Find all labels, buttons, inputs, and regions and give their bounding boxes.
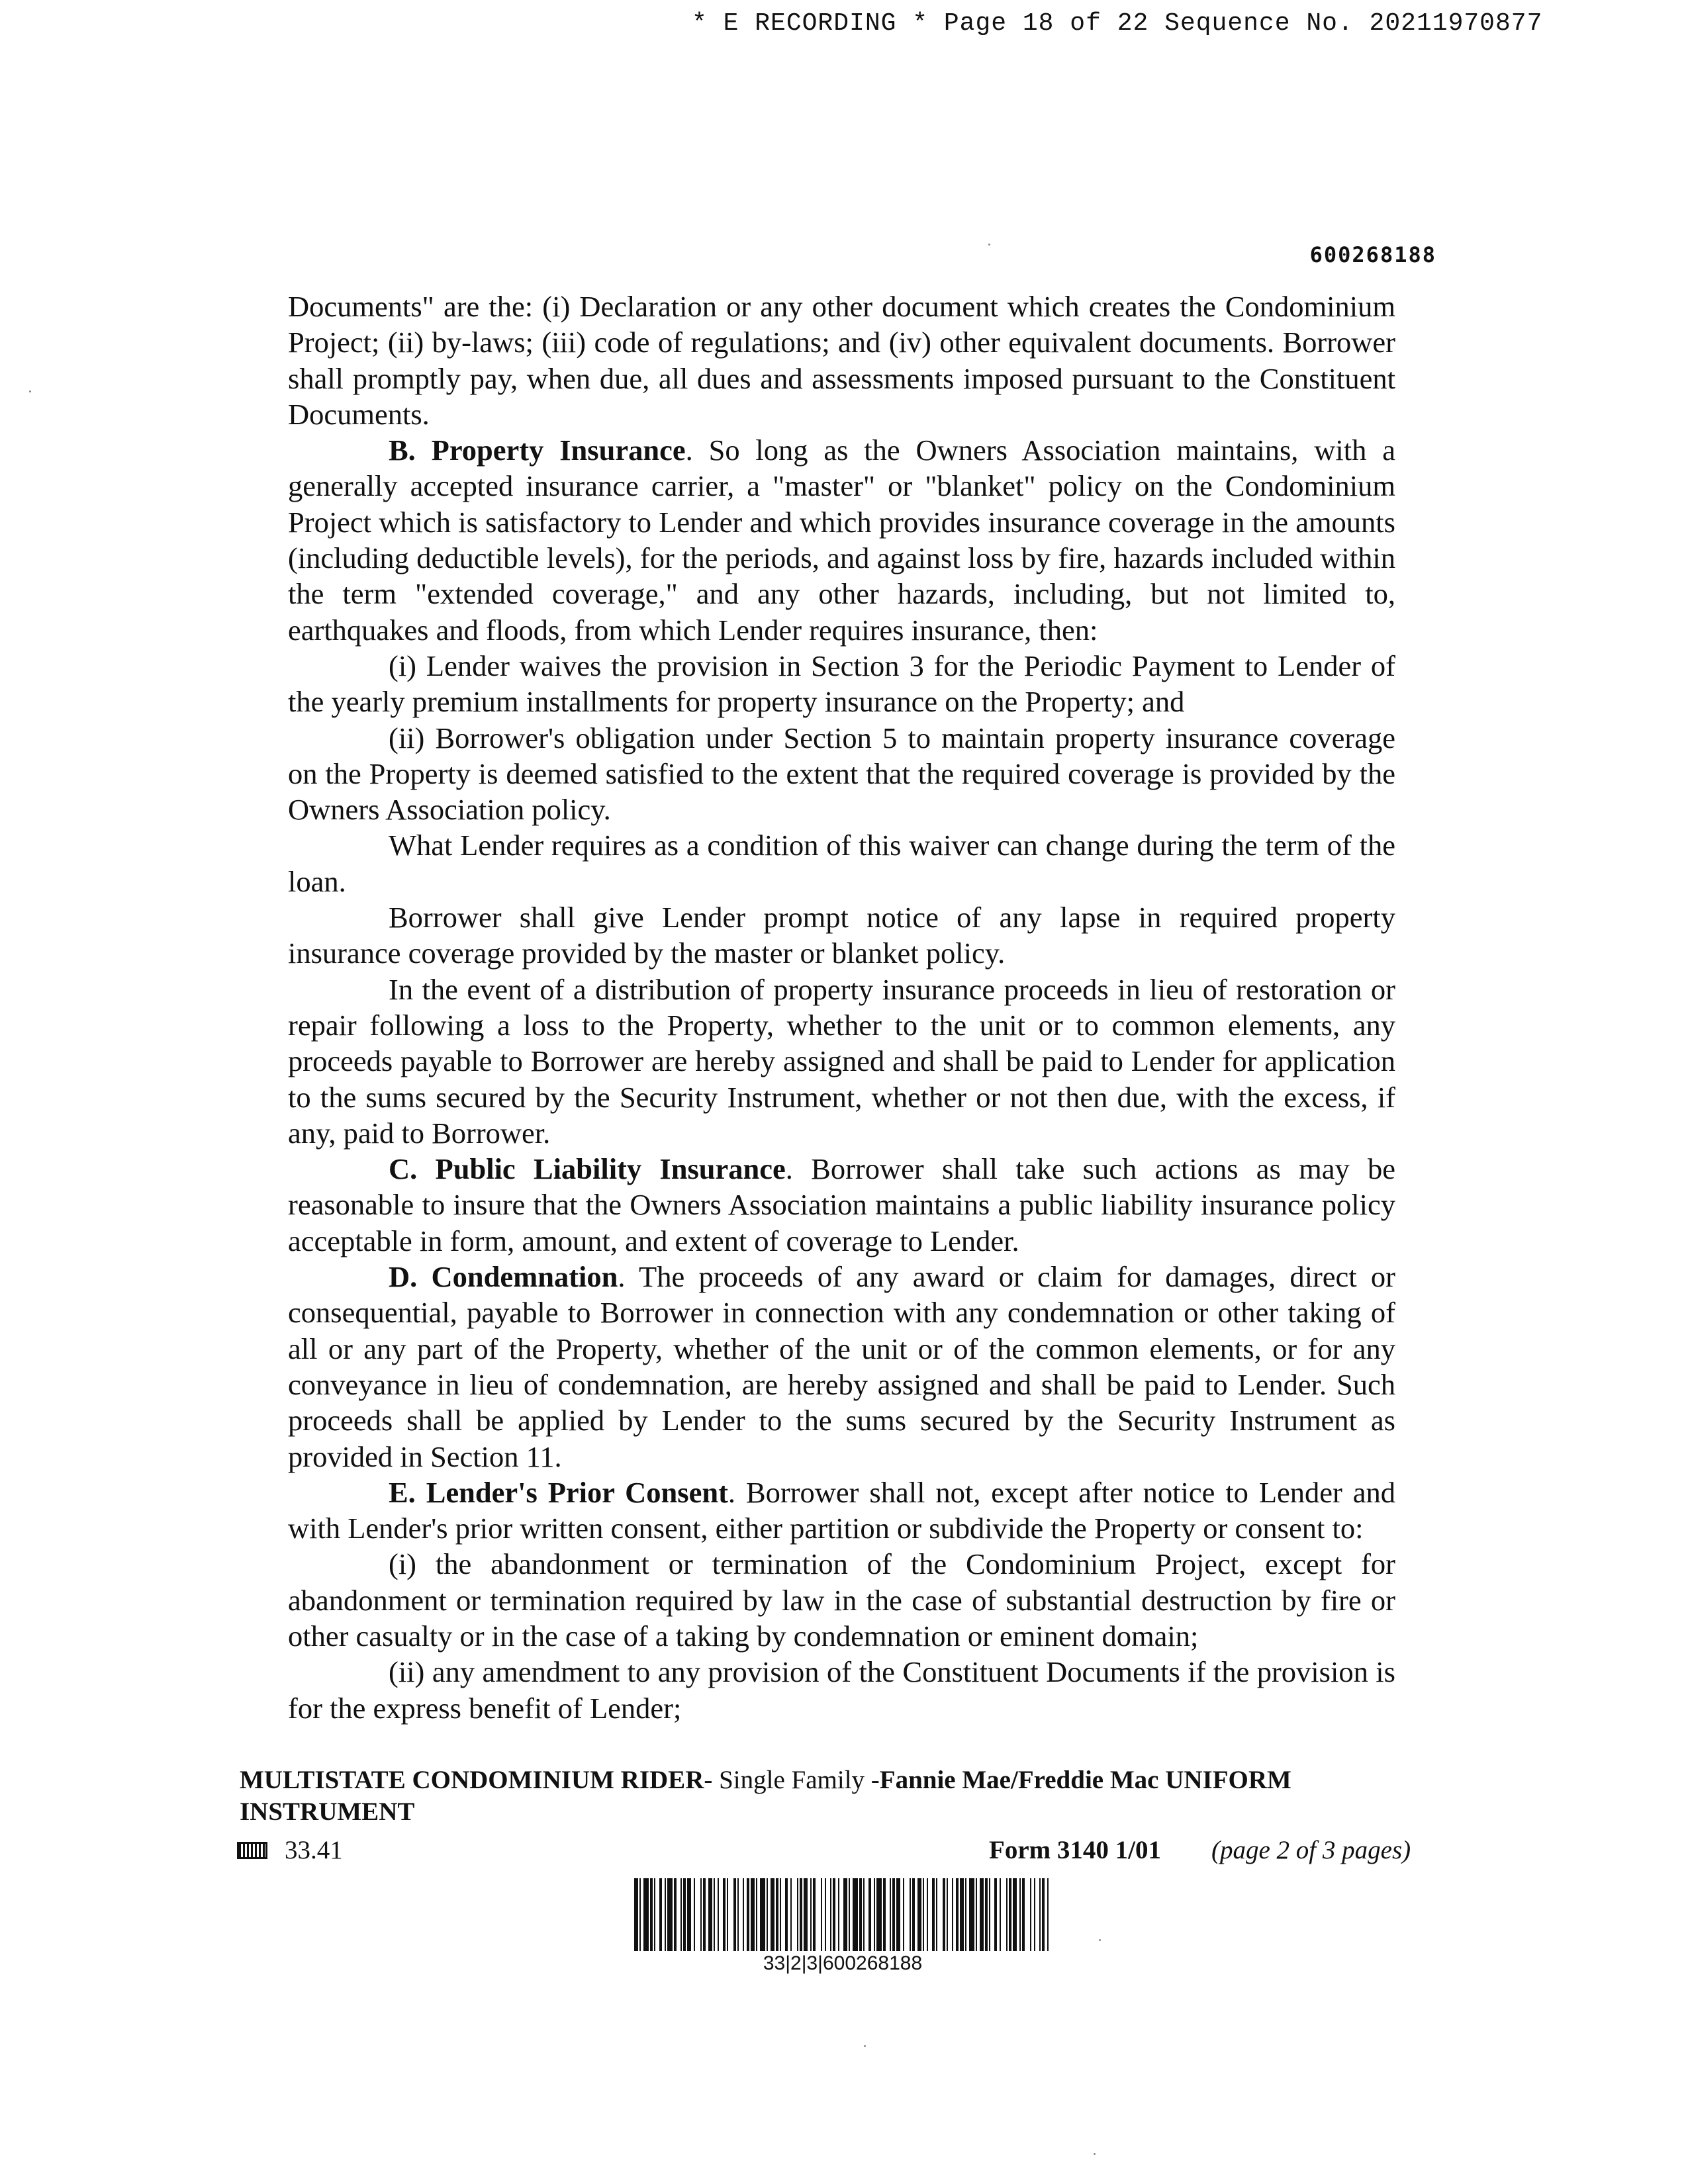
barcode-bar [1030,1878,1031,1951]
section-b-item-ii: (ii) Borrower's obligation under Section 5 to maintain property insurance coverage on the Property is deemed satisfied to the extent that the required coverage is provided by the Owners Association policy. [288,721,1395,827]
barcode-icon [634,1878,1051,1951]
barcode-bar [743,1878,744,1951]
barcode-bar [639,1878,641,1951]
barcode-bar [821,1878,822,1951]
section-b-waiver: What Lender requires as a condition of this waiver can change during the term of the loan. [288,829,1395,898]
barcode-bar [943,1878,945,1951]
barcode-bar [1013,1878,1017,1951]
barcode-bar [890,1878,891,1951]
barcode-bar [780,1878,781,1951]
barcode-bar [843,1878,847,1951]
barcode-bar [910,1878,911,1951]
section-heading: C. Public Liability Insurance [389,1152,786,1186]
document-number: 600268188 [1309,242,1436,267]
barcode-bar [650,1878,653,1951]
barcode-bar [727,1878,728,1951]
barcode-bar [989,1878,990,1951]
document-body [288,289,1395,1726]
barcode-bar [790,1878,792,1951]
barcode-bar [708,1878,712,1951]
constituent-documents-paragraph: Documents" are the: (i) Declaration or any other document which creates the Condominium Project; (ii) by-laws; (iii) code of regulations; and (iv) other equivalent documents. Borrower shall promptly pay, when due, all dues and assessments imposed pursuant to the Constituent Documents. [288,290,1395,431]
barcode-bar [703,1878,706,1951]
section-text: . Borrower shall not, except after notice to Lender and with Lender's prior written consent, either partition or subdivide the Property or consent to: [288,1475,1396,1545]
barcode-bar [667,1878,673,1951]
barcode-bar [767,1878,768,1951]
scan-speck [988,244,990,246]
barcode-bar [849,1878,850,1951]
barcode-bar [1042,1878,1045,1951]
scan-speck [1094,2153,1096,2155]
barcode-bar [936,1878,937,1951]
barcode-bar [903,1878,904,1951]
barcode-bar [718,1878,719,1951]
barcode-bar [830,1878,831,1951]
barcode-bar [1034,1878,1035,1951]
barcode-bar [1019,1878,1021,1951]
barcode-bar [813,1878,816,1951]
barcode-bar [883,1878,886,1951]
barcode-bar [776,1878,778,1951]
barcode-bar [923,1878,924,1951]
barcode-bar [952,1878,953,1951]
barcode-bar [723,1878,726,1951]
form-title-bold: MULTISTATE CONDOMINIUM RIDER [240,1766,704,1794]
barcode-bar [804,1878,808,1951]
barcode-bar [917,1878,921,1951]
barcode-bar [665,1878,666,1951]
barcode-bar [756,1878,757,1951]
form-title-middle: - Single Family - [704,1766,880,1794]
barcode-bar [960,1878,964,1951]
barcode-bar [674,1878,677,1951]
barcode-bar [994,1878,997,1951]
barcode-bar [896,1878,900,1951]
cx-logo-icon [237,1842,267,1859]
barcode-bar [853,1878,858,1951]
section-text: . Borrower shall take such actions as may be reasonable to insure that the Owners Association maintains a public liability insurance policy acceptable in form, amount, and extent of coverage to Lender. [288,1152,1395,1257]
barcode-text: 33|2|3|600268188 [763,1952,923,1974]
barcode-bar [1009,1878,1011,1951]
barcode-bar [1000,1878,1001,1951]
barcode-bar [892,1878,895,1951]
barcode-bar [714,1878,715,1951]
barcode-bar [751,1878,755,1951]
barcode-bar [800,1878,802,1951]
section-text: . So long as the Owners Association maintains, with a generally accepted insurance carrier, a "master" or "blanket" policy on the Condominium Project which is satisfactory to Lender and which provides insurance coverage in the amounts (including deductible levels), for the periods, and against loss by fire, hazards included within the term "extended coverage," and any other hazards, including, but not limited to, earthquakes and floods, from which Lender requires insurance, then: [288,433,1395,647]
barcode-bar [1006,1878,1008,1951]
barcode-bar [825,1878,826,1951]
barcode-bar [737,1878,739,1951]
barcode-bar [876,1878,882,1951]
barcode-bar [965,1878,966,1951]
scan-speck [864,2045,866,2047]
section-e-item-ii: (ii) any amendment to any provision of the Constituent Documents if the provision is for the express benefit of Lender; [288,1655,1395,1725]
barcode-bar [833,1878,835,1951]
section-e-item-i: (i) the abandonment or termination of the Condominium Project, except for abandonment or termination required by law in the case of substantial destruction by fire or other casualty or in the case of a taking by condemnation or eminent domain; [288,1547,1395,1653]
form-code-value: 33.41 [285,1836,343,1864]
barcode-bar [683,1878,686,1951]
section-b-property-insurance [288,432,1395,648]
barcode-bar [680,1878,682,1951]
section-heading: E. Lender's Prior Consent [389,1475,728,1509]
form-code [237,1835,343,1865]
barcode-bar [1039,1878,1041,1951]
section-c-public-liability [288,1151,1395,1259]
barcode-bar [785,1878,788,1951]
barcode-bar [932,1878,935,1951]
barcode-bar [868,1878,871,1951]
section-b-notice: Borrower shall give Lender prompt notice of any lapse in required property insurance coverage provided by the master or blanket policy. [288,901,1395,970]
barcode-bar [976,1878,977,1951]
barcode-bar [838,1878,839,1951]
form-title [240,1764,1438,1828]
barcode-bar [760,1878,765,1951]
barcode-bar [912,1878,915,1951]
barcode-bar [694,1878,695,1951]
scan-speck [1099,1939,1101,1941]
barcode-bar [863,1878,865,1951]
barcode-bar [874,1878,875,1951]
barcode-bar [747,1878,749,1951]
form-title-bold-2: Fannie Mae/Freddie Mac UNIFORM INSTRUMENT [240,1766,1291,1826]
barcode-bar [956,1878,959,1951]
scan-speck [29,390,31,392]
barcode-bar [659,1878,662,1951]
barcode-bar [985,1878,988,1951]
barcode-bar [634,1878,638,1951]
form-number: Form 3140 1/01 [989,1836,1161,1864]
barcode-bar [927,1878,928,1951]
section-d-condemnation [288,1259,1395,1475]
page-info: (page 2 of 3 pages) [1211,1836,1411,1864]
barcode-bar [771,1878,774,1951]
barcode-bar [654,1878,655,1951]
barcode-bar [859,1878,862,1951]
barcode-bar [643,1878,649,1951]
barcode-bar [810,1878,812,1951]
section-text: . The proceeds of any award or claim for damages, direct or consequential, payable to Borrower in connection with any condemnation or other taking of all or any part of the Property, whether of the unit or of the common elements, or for any conveyance in lieu of condemnation, are hereby assigned and shall be paid to Lender. Such proceeds shall be applied by Lender to the sums secured by the Security Instrument as provided in Section 11. [288,1260,1395,1473]
section-heading: B. Property Insurance [389,433,686,467]
section-b-distribution: In the event of a distribution of property insurance proceeds in lieu of restoration or repair following a loss to the Property, whether to the unit or to common elements, any proceeds payable to Borrower are hereby assigned and shall be paid to Lender for application to the sums secured by the Security Instrument, whether or not then due, with the excess, if any, paid to Borrower. [288,972,1395,1150]
barcode-bar [733,1878,736,1951]
section-heading: D. Condemnation [389,1260,618,1294]
barcode-bar [1047,1878,1049,1951]
barcode-bar [1022,1878,1025,1951]
barcode-bar [969,1878,974,1951]
barcode-bar [980,1878,984,1951]
section-e-lenders-consent [288,1475,1395,1547]
barcode-bar [947,1878,948,1951]
barcode-bar [797,1878,798,1951]
section-b-item-i: (i) Lender waives the provision in Section 3 for the Periodic Payment to Lender of the yearly premium installments for property insurance on the Property; and [288,649,1395,719]
barcode-bar [700,1878,702,1951]
barcode-bar [687,1878,691,1951]
recording-header: * E RECORDING * Page 18 of 22 Sequence No. 20211970877 [692,9,1543,38]
